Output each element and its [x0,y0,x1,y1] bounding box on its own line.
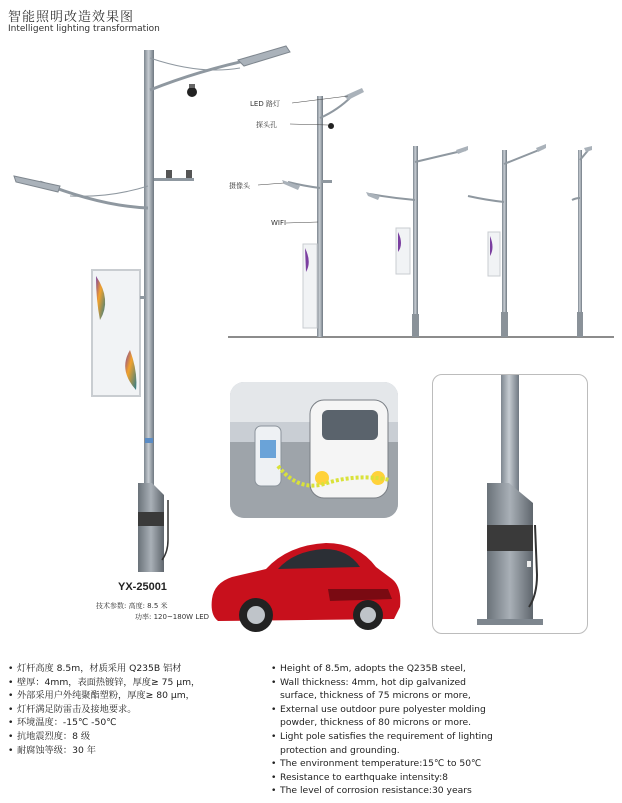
callout-camera: 摄像头 [229,182,250,190]
page-title: 智能照明改造效果图 [8,10,135,25]
spec-height-value: 高度: 8.5 米 [128,602,168,610]
base-detail-box [432,374,588,634]
list-item: • 耐腐蚀等级：30 年 [8,744,96,756]
list-item: • 抗地震烈度：8 级 [8,730,91,742]
list-item: • The environment temperature:15℃ to 50℃ [271,758,482,770]
list-item: • 壁厚：4mm，表面热镀锌，厚度≥ 75 μm， [8,676,201,688]
spec-power: 功率: 120~180W LED [135,613,210,621]
callout-wifi: WIFI [271,219,287,227]
callout-probe: 探头孔 [256,121,277,129]
list-item: • Light pole satisfies the requirement of lighting protection and grounding. [271,730,493,756]
list-item: • 外部采用户外纯聚酯塑粉，厚度≥ 80 μm， [8,690,195,702]
list-item: • The level of corrosion resistance:30 years [271,785,472,797]
model-number: YX-25001 [118,581,167,593]
spec-label: 技术参数: [96,602,127,610]
list-item: • 灯杆满足防雷击及接地要求。 [8,703,137,715]
list-item: • Height of 8.5m, adopts the Q235B steel, [271,663,466,674]
callout-led: LED 路灯 [250,100,280,108]
list-item: • 环境温度：-15℃ -50℃ [8,717,117,729]
features-en-list [271,662,616,798]
list-item: • External use outdoor pure polyester molding powder, thickness of 80 microns or more. [271,703,486,729]
page-subtitle: Intelligent lighting transformation [8,24,160,34]
list-item: • Wall thickness: 4mm, hot dip galvanized surface, thickness of 75 microns or more, [271,676,471,702]
list-item: • 灯杆高度 8.5m，材质采用 Q235B 铝材 [8,663,182,674]
list-item: • Resistance to earthquake intensity:8 [271,771,449,783]
features-cn-list [8,662,258,757]
red-car-illustration [208,537,404,639]
ev-charging-photo [230,382,398,518]
spec-height [96,601,168,611]
